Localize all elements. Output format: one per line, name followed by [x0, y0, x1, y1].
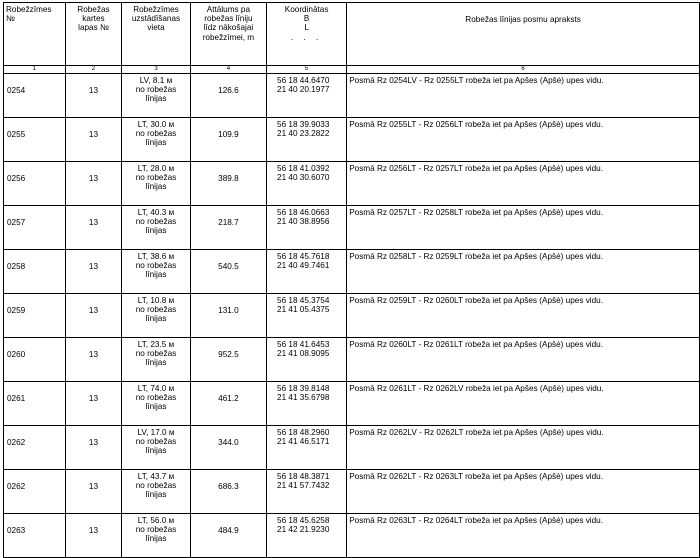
coordinate-b: 56 18 46.0663 — [277, 208, 330, 217]
marker-number: 0258 — [7, 262, 26, 271]
marker-number-cell — [4, 470, 66, 514]
marker-number: 0260 — [7, 350, 26, 359]
marker-number: 0259 — [7, 306, 26, 315]
map-sheet-cell — [65, 514, 121, 558]
distance-cell — [190, 382, 266, 426]
header-coordinates-b: B — [303, 14, 310, 24]
installation-place: LT, 28.0 м no robežas līnijas — [135, 164, 177, 192]
column-number-row — [4, 66, 700, 74]
segment-description-cell — [347, 514, 700, 558]
segment-description-cell — [347, 206, 700, 250]
marker-number-cell — [4, 250, 66, 294]
map-sheet-number: 13 — [88, 438, 98, 447]
map-sheet-number: 13 — [88, 86, 98, 95]
boundary-marker-document — [3, 2, 700, 558]
map-sheet-number: 13 — [88, 526, 98, 535]
table-row — [4, 118, 700, 162]
header-marker-number — [4, 3, 66, 66]
coordinate-b: 56 18 44.6470 — [277, 76, 330, 85]
distance-value: 461.2 — [218, 394, 239, 403]
table-row — [4, 470, 700, 514]
header-installation-place — [122, 3, 191, 66]
marker-number: 0261 — [7, 394, 26, 403]
coordinate-l: 21 41 35.6798 — [277, 393, 330, 403]
header-installation-place-text: Robežzīmes uzstādīšanas vieta — [131, 5, 181, 33]
distance-cell — [190, 294, 266, 338]
coordinates-cell — [267, 206, 347, 250]
installation-place-cell — [122, 294, 191, 338]
installation-place-cell — [122, 470, 191, 514]
map-sheet-number: 13 — [88, 174, 98, 183]
segment-description-cell — [347, 118, 700, 162]
segment-description: Posmā Rz 0262LT - Rz 0263LT robeža iet pa Apšes (Apšė) upes vidu. — [349, 472, 603, 481]
coordinates-cell — [267, 162, 347, 206]
table-row — [4, 162, 700, 206]
map-sheet-cell — [65, 426, 121, 470]
marker-number-cell — [4, 382, 66, 426]
map-sheet-cell — [65, 338, 121, 382]
segment-description-cell — [347, 294, 700, 338]
installation-place-cell — [122, 426, 191, 470]
installation-place-cell — [122, 514, 191, 558]
coordinate-b: 56 18 39.9033 — [277, 120, 330, 129]
table-row — [4, 294, 700, 338]
coordinates-cell — [267, 250, 347, 294]
map-sheet-number: 13 — [88, 482, 98, 491]
coordinate-l: 21 40 38.8956 — [277, 217, 330, 227]
coordinate-b: 56 18 48.3871 — [277, 472, 330, 481]
distance-value: 389.8 — [218, 174, 239, 183]
installation-place: LT, 38.6 м no robežas līnijas — [135, 252, 177, 280]
segment-description: Posmā Rz 0260LT - Rz 0261LT robeža iet pa Apšes (Apšė) upes vidu. — [349, 340, 603, 349]
column-number: 1 — [4, 66, 66, 74]
coordinate-l: 21 40 23.2822 — [277, 129, 330, 139]
coordinate-b: 56 18 45.3754 — [277, 296, 330, 305]
table-row — [4, 426, 700, 470]
map-sheet-cell — [65, 294, 121, 338]
marker-number: 0262 — [7, 438, 26, 447]
distance-value: 952.5 — [218, 350, 239, 359]
coordinates-cell — [267, 338, 347, 382]
map-sheet-number: 13 — [88, 394, 98, 403]
marker-number-cell — [4, 426, 66, 470]
coordinate-b: 56 18 41.6453 — [277, 340, 330, 349]
marker-number-cell — [4, 514, 66, 558]
coordinate-l: 21 40 30.6070 — [277, 173, 330, 183]
coordinate-l: 21 40 20.1977 — [277, 85, 330, 95]
coordinates-cell — [267, 118, 347, 162]
distance-cell — [190, 118, 266, 162]
map-sheet-cell — [65, 250, 121, 294]
coordinate-l: 21 41 57.7432 — [277, 481, 330, 491]
map-sheet-cell — [65, 382, 121, 426]
marker-number-cell — [4, 206, 66, 250]
coordinates-cell — [267, 382, 347, 426]
distance-cell — [190, 426, 266, 470]
table-row — [4, 250, 700, 294]
header-marker-number-text: Robežzīmes № — [6, 5, 52, 24]
coordinate-b: 56 18 45.6258 — [277, 516, 330, 525]
distance-cell — [190, 470, 266, 514]
header-coordinates — [267, 3, 347, 66]
marker-number: 0262 — [7, 482, 26, 491]
table-row — [4, 338, 700, 382]
installation-place: LT, 74.0 м no robežas līnijas — [135, 384, 177, 412]
marker-number-cell — [4, 118, 66, 162]
distance-cell — [190, 162, 266, 206]
map-sheet-number: 13 — [88, 306, 98, 315]
installation-place: LT, 56.0 м no robežas līnijas — [135, 516, 177, 544]
coordinate-b: 56 18 48.2960 — [277, 428, 330, 437]
segment-description-cell — [347, 338, 700, 382]
table-row — [4, 514, 700, 558]
column-number: 2 — [65, 66, 121, 74]
coordinate-b: 56 18 41.0392 — [277, 164, 330, 173]
segment-description-cell — [347, 250, 700, 294]
installation-place-cell — [122, 382, 191, 426]
installation-place: LV, 17.0 м no robežas līnijas — [135, 428, 177, 456]
table-header-row — [4, 3, 700, 66]
distance-value: 131.0 — [218, 306, 239, 315]
distance-value: 344.0 — [218, 438, 239, 447]
table-row — [4, 206, 700, 250]
header-map-sheet — [65, 3, 121, 66]
installation-place-cell — [122, 118, 191, 162]
map-sheet-number: 13 — [88, 350, 98, 359]
installation-place: LT, 40.3 м no robežas līnijas — [135, 208, 177, 236]
map-sheet-number: 13 — [88, 130, 98, 139]
segment-description: Posmā Rz 0256LT - Rz 0257LT robeža iet pa Apšes (Apšė) upes vidu. — [349, 164, 603, 173]
header-coordinates-title: Koordinātas — [284, 5, 329, 14]
table-row — [4, 382, 700, 426]
distance-value: 484.9 — [218, 526, 239, 535]
marker-number: 0256 — [7, 174, 26, 183]
distance-cell — [190, 250, 266, 294]
installation-place-cell — [122, 74, 191, 118]
distance-cell — [190, 338, 266, 382]
marker-number-cell — [4, 338, 66, 382]
map-sheet-number: 13 — [88, 262, 98, 271]
segment-description-cell — [347, 162, 700, 206]
column-number: 4 — [190, 66, 266, 74]
distance-value: 540.5 — [218, 262, 239, 271]
segment-description-cell — [347, 426, 700, 470]
map-sheet-cell — [65, 470, 121, 514]
segment-description: Posmā Rz 0257LT - Rz 0258LT robeža iet pa Apšes (Apšė) upes vidu. — [349, 208, 603, 217]
header-distance — [190, 3, 266, 66]
installation-place: LV, 8.1 м no robežas līnijas — [135, 76, 177, 104]
installation-place: LT, 30.0 м no robežas līnijas — [135, 120, 177, 148]
column-number: 6 — [347, 66, 700, 74]
coordinate-l: 21 41 05.4375 — [277, 305, 330, 315]
installation-place: LT, 43.7 м no robežas līnijas — [135, 472, 177, 500]
header-coordinates-dots: . . . — [290, 32, 323, 42]
coordinate-l: 21 42 21.9230 — [277, 525, 330, 535]
marker-number: 0263 — [7, 526, 26, 535]
coordinates-cell — [267, 470, 347, 514]
coordinates-cell — [267, 74, 347, 118]
segment-description: Posmā Rz 0261LT - Rz 0262LV robeža iet pa Apšes (Apšė) upes vidu. — [349, 384, 604, 393]
map-sheet-cell — [65, 118, 121, 162]
coordinates-cell — [267, 514, 347, 558]
marker-number: 0254 — [7, 86, 26, 95]
marker-number-cell — [4, 162, 66, 206]
coordinate-b: 56 18 39.8148 — [277, 384, 330, 393]
segment-description-cell — [347, 470, 700, 514]
installation-place-cell — [122, 206, 191, 250]
header-distance-text: Attālums pa robežas līniju līdz nākošajai robežzīmei, m — [202, 5, 255, 42]
distance-cell — [190, 74, 266, 118]
segment-description: Posmā Rz 0263LT - Rz 0264LT robeža iet pa Apšes (Apšė) upes vidu. — [349, 516, 603, 525]
installation-place: LT, 23.5 м no robežas līnijas — [135, 340, 177, 368]
column-number: 5 — [267, 66, 347, 74]
distance-value: 686.3 — [218, 482, 239, 491]
coordinate-l: 21 41 46.5171 — [277, 437, 330, 447]
marker-number: 0255 — [7, 130, 26, 139]
segment-description: Posmā Rz 0259LT - Rz 0260LT robeža iet pa Apšes (Apšė) upes vidu. — [349, 296, 603, 305]
map-sheet-number: 13 — [88, 218, 98, 227]
installation-place-cell — [122, 250, 191, 294]
map-sheet-cell — [65, 74, 121, 118]
marker-number-cell — [4, 294, 66, 338]
coordinate-l: 21 41 08.9095 — [277, 349, 330, 359]
segment-description: Posmā Rz 0258LT - Rz 0259LT robeža iet pa Apšes (Apšė) upes vidu. — [349, 252, 603, 261]
table-row — [4, 74, 700, 118]
distance-value: 126.6 — [218, 86, 239, 95]
map-sheet-cell — [65, 206, 121, 250]
segment-description: Posmā Rz 0254LV - Rz 0255LT robeža iet pa Apšes (Apšė) upes vidu. — [349, 76, 604, 85]
distance-value: 109.9 — [218, 130, 239, 139]
column-number: 3 — [122, 66, 191, 74]
marker-number-cell — [4, 74, 66, 118]
installation-place-cell — [122, 162, 191, 206]
header-coordinates-l: L — [304, 23, 309, 33]
header-segment-description-text: Robežas līnijas posmu apraksts — [465, 15, 581, 24]
boundary-marker-table — [3, 2, 700, 558]
distance-cell — [190, 206, 266, 250]
segment-description-cell — [347, 382, 700, 426]
coordinate-b: 56 18 45.7618 — [277, 252, 330, 261]
coordinates-cell — [267, 426, 347, 470]
segment-description-cell — [347, 74, 700, 118]
installation-place: LT, 10.8 м no robežas līnijas — [135, 296, 177, 324]
coordinate-l: 21 40 49.7461 — [277, 261, 330, 271]
marker-number: 0257 — [7, 218, 26, 227]
distance-value: 218.7 — [218, 218, 239, 227]
map-sheet-cell — [65, 162, 121, 206]
installation-place-cell — [122, 338, 191, 382]
header-map-sheet-text: Robežas kartes lapas № — [77, 5, 110, 33]
coordinates-cell — [267, 294, 347, 338]
segment-description: Posmā Rz 0262LV - Rz 0262LT robeža iet pa Apšes (Apšė) upes vidu. — [349, 428, 604, 437]
distance-cell — [190, 514, 266, 558]
header-segment-description — [347, 3, 700, 66]
table-body — [4, 74, 700, 558]
segment-description: Posmā Rz 0255LT - Rz 0256LT robeža iet pa Apšes (Apšė) upes vidu. — [349, 120, 603, 129]
